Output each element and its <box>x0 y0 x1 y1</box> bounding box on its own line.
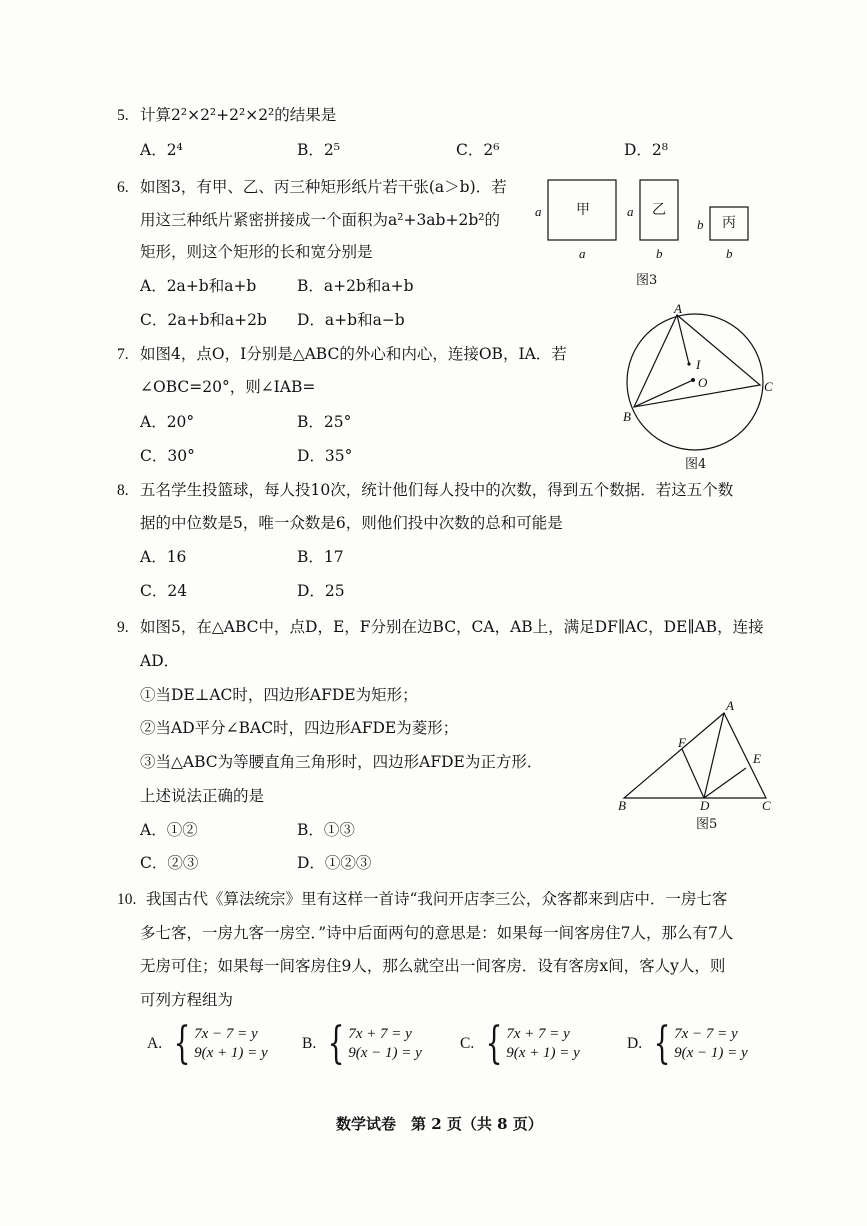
equation-1: 7x + 7 = y <box>348 1026 412 1042</box>
label-a: A <box>674 301 682 316</box>
option-letter: D. <box>627 1035 643 1053</box>
q5-option-c: C．2⁶ <box>456 141 500 159</box>
q10-line2: 多七客，一房九客一房空．”诗中后面两句的意思是：如果每一间客房住7人，那么有7人 <box>140 924 734 942</box>
q7-line2: ∠OBC=20°，则∠IAB= <box>140 378 316 396</box>
q8-option-b: B．17 <box>297 548 344 566</box>
q7-line1: 如图4，点O，I分别是△ABC的外心和内心，连接OB，IA．若 <box>140 345 567 363</box>
q9-option-d: D．①②③ <box>297 854 372 872</box>
q10-option-c <box>460 1018 580 1069</box>
q9-option-b: B．①③ <box>297 821 355 839</box>
q7-option-d: D．35° <box>297 447 353 465</box>
q9-statement-1: ①当DE⊥AC时，四边形AFDE为矩形； <box>140 686 418 704</box>
q7-option-c: C．30° <box>140 447 195 465</box>
q9-ask: 上述说法正确的是 <box>140 787 265 805</box>
q10-line1: 我国古代《算法统宗》里有这样一首诗“我问开店李三公，众客都来到店中．一房七客 <box>146 890 728 908</box>
q8-option-c: C．24 <box>140 582 188 600</box>
equation-2: 9(x + 1) = y <box>506 1045 580 1061</box>
card-jia-bottom: a <box>579 246 586 261</box>
label-b: B <box>623 409 631 424</box>
q8-number: 8. <box>117 482 129 499</box>
q7-number: 7. <box>117 346 129 363</box>
q8-option-a: A．16 <box>140 548 187 566</box>
option-letter: A. <box>147 1035 163 1053</box>
card-bing-bottom: b <box>726 246 733 261</box>
card-yi-side: a <box>627 204 634 219</box>
card-bing-label: 丙 <box>722 215 736 231</box>
card-yi-bottom: b <box>656 246 663 261</box>
option-letter: C. <box>460 1035 475 1053</box>
label-o: O <box>698 375 708 390</box>
q6-line2: 用这三种纸片紧密拼接成一个面积为a²+3ab+2b²的 <box>140 211 500 229</box>
figure-4 <box>615 300 780 475</box>
q9-option-c: C．②③ <box>140 854 199 872</box>
label-a: A <box>726 698 734 713</box>
q6-option-c: C．2a+b和a+2b <box>140 311 267 329</box>
point-o <box>691 378 695 382</box>
q6-line3: 矩形，则这个矩形的长和宽分别是 <box>140 243 373 261</box>
q10-line3: 无房可住；如果每一间客房住9人，那么就空出一间客房．设有客房x间，客人y人，则 <box>140 957 726 975</box>
equation-2: 9(x − 1) = y <box>348 1045 422 1061</box>
label-d: D <box>700 798 710 813</box>
label-i: I <box>696 357 701 372</box>
q8-line2: 据的中位数是5，唯一众数是6，则他们投中次数的总和可能是 <box>140 514 563 532</box>
brace-icon: { <box>173 1018 191 1069</box>
q5-option-a: A．2⁴ <box>140 141 183 159</box>
equation-2: 9(x + 1) = y <box>194 1045 268 1061</box>
figure-5 <box>612 695 787 835</box>
card-jia-label: 甲 <box>576 202 590 218</box>
circumcircle <box>627 314 763 450</box>
q5-number: 5. <box>117 107 129 124</box>
q7-option-a: A．20° <box>140 413 195 431</box>
label-f: F <box>678 735 686 750</box>
point-i <box>687 362 690 365</box>
brace-icon: { <box>485 1018 503 1069</box>
q10-option-a <box>147 1018 268 1069</box>
q8-option-d: D．25 <box>297 582 345 600</box>
q9-statement-2: ②当AD平分∠BAC时，四边形AFDE为菱形； <box>140 719 459 737</box>
q9-option-a: A．①② <box>140 821 198 839</box>
q10-option-d <box>627 1018 748 1069</box>
q9-number: 9. <box>117 619 129 636</box>
q5-option-b: B．2⁵ <box>297 141 340 159</box>
label-b: B <box>618 798 626 813</box>
brace-icon: { <box>653 1018 671 1069</box>
triangle-abc <box>624 713 766 798</box>
q6-line1: 如图3，有甲、乙、丙三种矩形纸片若干张(a＞b)．若 <box>140 178 507 196</box>
card-jia-side: a <box>535 204 542 219</box>
segment-ob <box>634 380 693 407</box>
figure-3 <box>528 172 778 292</box>
q8-line1: 五名学生投篮球，每人投10次，统计他们每人投中的次数，得到五个数据．若这五个数 <box>140 481 734 499</box>
q5-option-d: D．2⁸ <box>624 141 669 159</box>
figure-5-caption: 图5 <box>696 817 718 832</box>
label-c: C <box>762 798 771 813</box>
page-footer: 数学试卷 第 2 页（共 8 页） <box>336 1115 543 1133</box>
segment-df <box>682 749 704 798</box>
q6-option-a: A．2a+b和a+b <box>140 277 257 295</box>
q5-stem: 计算2²×2²+2²×2²的结果是 <box>140 106 337 124</box>
segment-ia <box>677 315 689 364</box>
label-e: E <box>753 751 761 766</box>
figure-3-caption: 图3 <box>636 273 658 288</box>
equation-1: 7x − 7 = y <box>194 1026 258 1042</box>
brace-icon: { <box>327 1018 345 1069</box>
card-yi-label: 乙 <box>652 202 666 218</box>
equation-1: 7x + 7 = y <box>506 1026 570 1042</box>
q9-statement-3: ③当△ABC为等腰直角三角形时，四边形AFDE为正方形． <box>140 753 543 771</box>
q10-line4: 可列方程组为 <box>140 991 234 1009</box>
figure-4-caption: 图4 <box>685 457 707 472</box>
equation-2: 9(x − 1) = y <box>674 1045 748 1061</box>
equation-1: 7x − 7 = y <box>674 1026 738 1042</box>
q7-option-b: B．25° <box>297 413 352 431</box>
q10-option-b <box>302 1018 422 1069</box>
q10-number: 10. <box>117 891 137 908</box>
q6-option-b: B．a+2b和a+b <box>297 277 414 295</box>
q9-line2: AD． <box>140 652 180 670</box>
label-c: C <box>764 379 773 394</box>
card-bing-side: b <box>697 217 704 232</box>
q9-line1: 如图5，在△ABC中，点D，E，F分别在边BC，CA，AB上，满足DF∥AC，DE∥AB，连接 <box>140 618 764 636</box>
option-letter: B. <box>302 1035 317 1053</box>
q6-option-d: D．a+b和a−b <box>297 311 405 329</box>
q6-number: 6. <box>117 179 129 196</box>
